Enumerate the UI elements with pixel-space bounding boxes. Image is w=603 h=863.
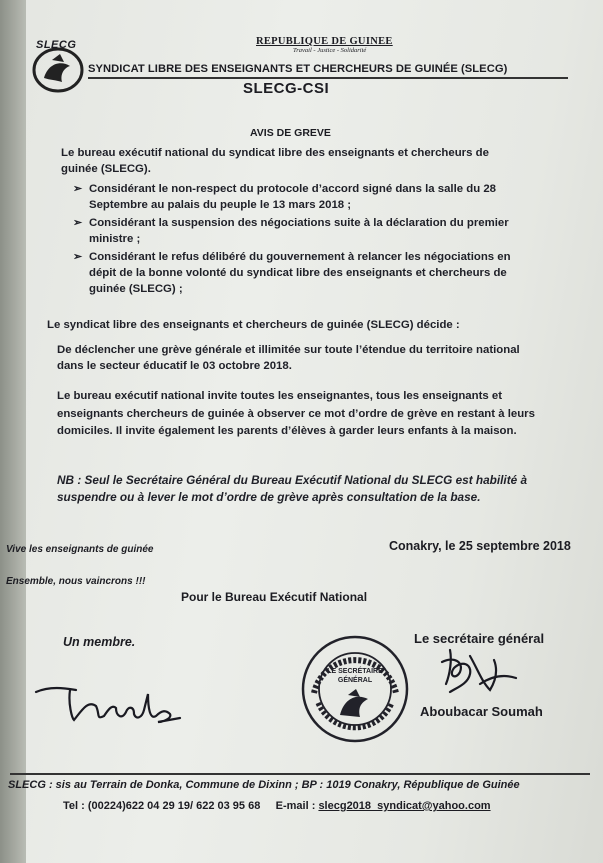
logo-text: SLECG	[36, 39, 77, 51]
footer-email-label: E-mail :	[275, 800, 319, 812]
national-motto: Travail - Justice - Solidarité	[293, 47, 367, 54]
page-shadow	[0, 0, 26, 863]
secretary-general-signature	[420, 640, 530, 710]
nb-note: NB : Seul le Secrétaire Général du Bureau Exécutif National du SLECG est habilité à suspendre ou à lever le mot d’ordre de grève après consultation de la base.	[57, 473, 528, 504]
svg-text:LE SECRÉTAIRE: LE SECRÉTAIRE	[327, 668, 383, 675]
arrow-bullet-icon: ➢	[73, 183, 83, 195]
union-name: SYNDICAT LIBRE DES ENSEIGNANTS ET CHERCHEURS DE GUINÉE (SLECG)	[88, 63, 508, 75]
footer-email[interactable]: slecg2018_syndicat@yahoo.com	[318, 800, 491, 812]
member-signatory-label: Un membre.	[63, 635, 136, 649]
official-seal	[300, 633, 410, 745]
arrow-bullet-icon: ➢	[73, 251, 83, 263]
invitation-paragraph: Le bureau exécutif national invite toutes les enseignantes, tous les enseignants et enseignants chercheurs de guinée à observer ce mot d’ordre de grève en restant à leurs domiciles. Il invite également les parents d’élèves à garder leurs enfants à la maison.	[57, 390, 535, 437]
closing-slogan: Vive les enseignants de guinée	[6, 544, 154, 555]
footer-rule	[10, 773, 590, 775]
footer-contact	[63, 800, 491, 812]
arrow-bullet-icon: ➢	[73, 217, 83, 229]
decision-statement: Le syndicat libre des enseignants et chercheurs de guinée (SLECG) décide :	[47, 319, 460, 331]
document-title: AVIS DE GREVE	[250, 127, 331, 139]
strike-declaration: De déclencher une grève générale et illimitée sur toute l’étendue du territoire national dans le secteur éducatif le 03 octobre 2018.	[57, 344, 520, 372]
rallying-cry: Ensemble, nous vaincrons !!!	[6, 576, 146, 587]
list-item-text: Considérant la suspension des négociations suite à la déclaration du premier ministre ;	[89, 217, 509, 245]
list-item	[73, 249, 529, 297]
list-item-text: Considérant le non-respect du protocole d’accord signé dans la salle du 28 Septembre au palais du peuple le 13 mars 2018 ;	[89, 183, 496, 211]
footer-address: SLECG : sis au Terrain de Donka, Commune de Dixinn ; BP : 1019 Conakry, République de Guinée	[8, 779, 520, 791]
list-item	[73, 215, 529, 247]
place-date: Conakry, le 25 septembre 2018	[389, 539, 571, 553]
header-rule	[88, 77, 568, 79]
secretary-general-title: Le secrétaire général	[414, 631, 545, 646]
svg-text:GÉNÉRAL: GÉNÉRAL	[337, 677, 373, 684]
intro-paragraph: Le bureau exécutif national du syndicat libre des enseignants et chercheurs de guinée (SLECG).	[61, 147, 489, 175]
list-item	[73, 181, 529, 213]
republic-heading: REPUBLIQUE DE GUINEE	[256, 36, 393, 47]
footer-phone: Tel : (00224)622 04 29 19/ 622 03 95 68	[63, 800, 261, 812]
member-signature	[30, 670, 200, 730]
list-item-text: Considérant le refus délibéré du gouvernement à relancer les négociations en dépit de la bonne volonté du syndicat libre des enseignants et chercheurs de guinée (SLECG) ;	[89, 251, 511, 295]
on-behalf-of: Pour le Bureau Exécutif National	[181, 590, 368, 604]
union-short-name: SLECG-CSI	[243, 80, 330, 97]
secretary-general-name: Aboubacar Soumah	[420, 704, 543, 719]
